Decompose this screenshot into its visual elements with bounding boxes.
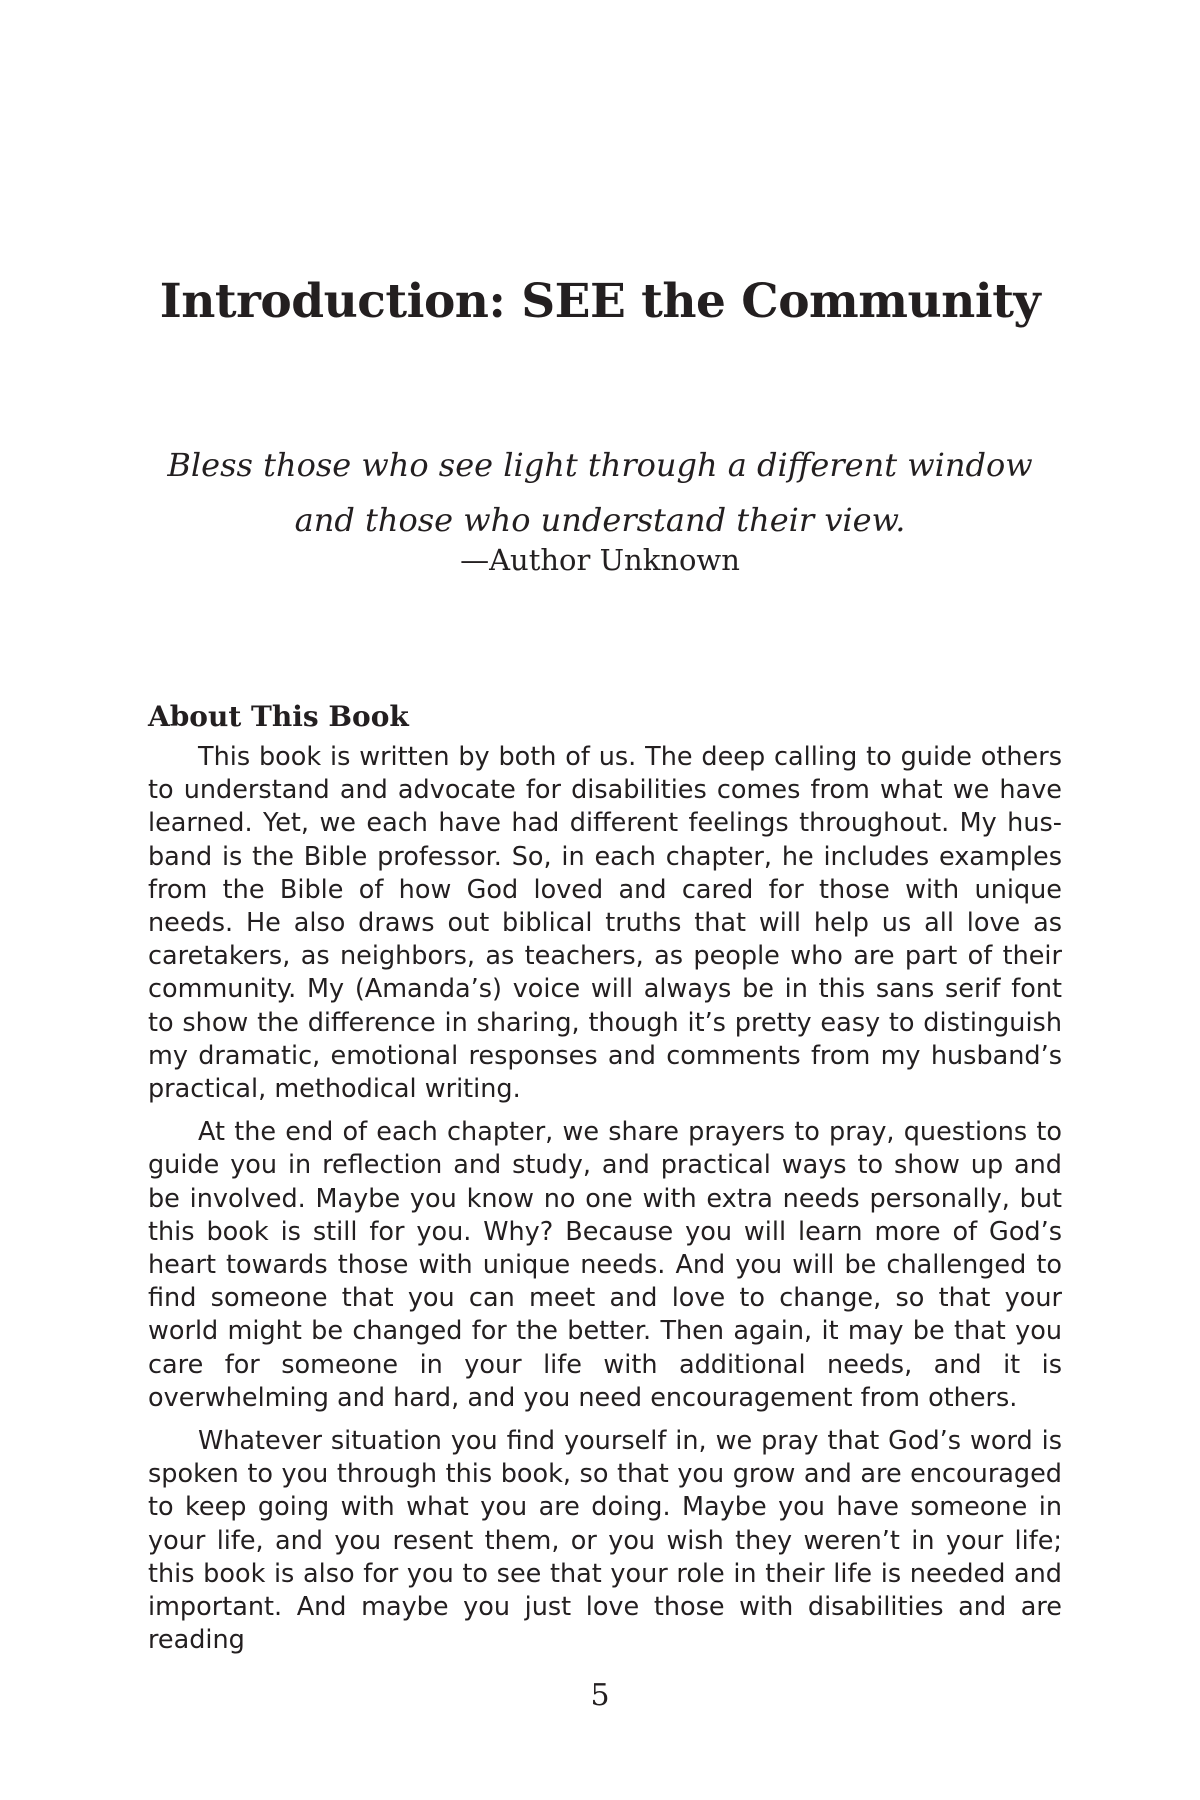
body-paragraph: This book is written by both of us. The deep calling to guide others to understand and advocate for disabilities comes from what we have learned. Yet, we each have had different feelings throughout. My husband is the Bible professor. So, in each chapter, he includes examples from the Bible of how God loved and cared for those with unique needs. He also draws out biblical truths that will help us all love as caretakers, as neighbors, as teachers, as people who are part of their community. My (Amanda’s) voice will always be in this sans serif font to show the difference in sharing, though it’s pretty easy to distinguish my dramatic, emotional responses and comments from my husband’s practical, methodical writing. <box>148 742 1062 1105</box>
epigraph-quote: Bless those who see light through a different window and those who understand their view. <box>167 446 1033 539</box>
section-heading: About This Book <box>148 700 409 733</box>
page-number: 5 <box>590 1678 610 1713</box>
epigraph-attribution: —Author Unknown <box>460 543 740 577</box>
body-text <box>148 741 1062 1667</box>
body-paragraph: At the end of each chapter, we share prayers to pray, questions to guide you in reflection and study, and practical ways to show up and be involved. Maybe you know no one with extra needs personally, but this book is still for you. Why? Because you will learn more of God’s heart towards those with unique needs. And you will be challenged to find someone that you can meet and love to change, so that your world might be changed for the better. Then again, it may be that you care for someone in your life with additional needs, and it is overwhelming and hard, and you need encouragement from others. <box>148 1117 1062 1413</box>
body-paragraph: Whatever situation you find yourself in, we pray that God’s word is spoken to you through this book, so that you grow and are encouraged to keep going with what you are doing. Maybe you have someone in your life, and you resent them, or you wish they weren’t in your life; this book is also for you to see that your role in their life is needed and important. And maybe you just love those with disabilities and are reading <box>148 1426 1062 1656</box>
chapter-title: Introduction: SEE the Community <box>159 274 1041 329</box>
